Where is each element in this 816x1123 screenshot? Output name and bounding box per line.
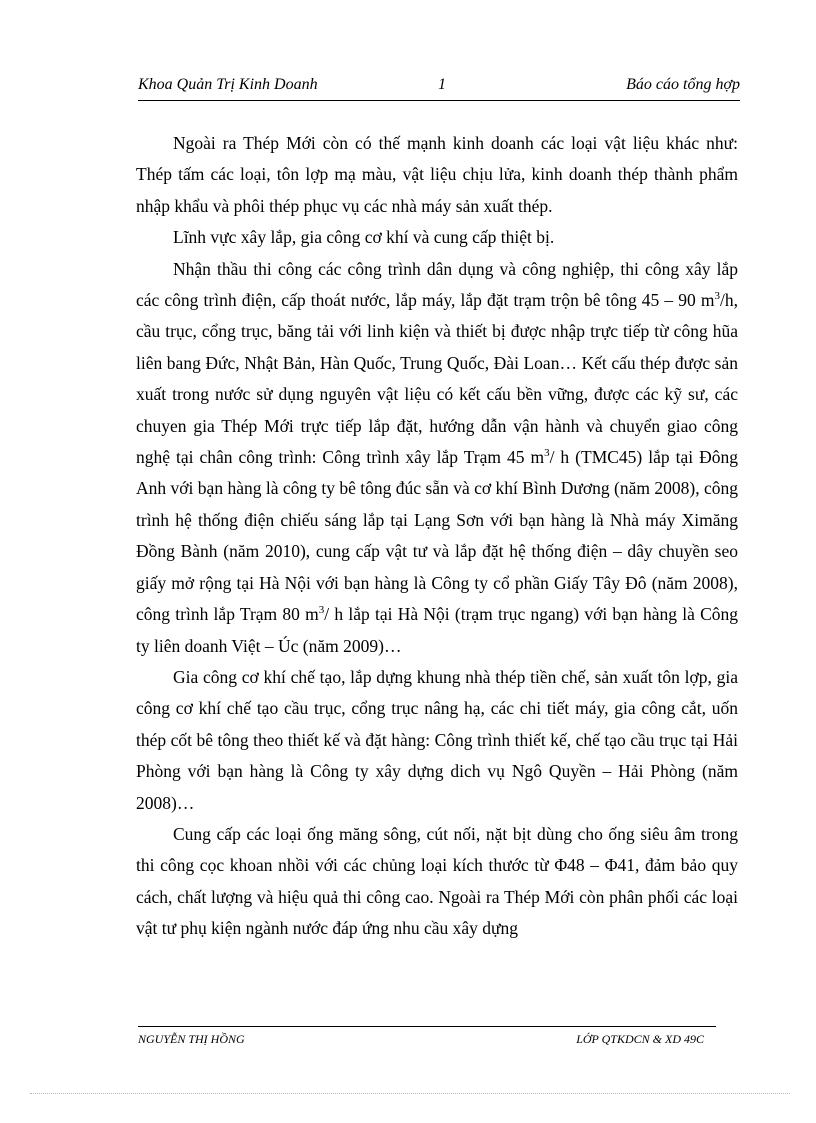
page-header	[138, 74, 740, 101]
paragraph-3-part-c: / h (TMC45) lắp tại Đông Anh với bạn hàng là công ty bê tông đúc sẵn và cơ khí Bình Dương (năm 2008), công trình hệ thống điện chiếu sáng lắp tại Lạng Sơn với bạn hàng là Nhà máy Ximăng Đồng Bành (năm 2010), cung cấp vật tư và lắp đặt hệ thống điện – dây chuyền seo giấy mở rộng tại Hà Nội với bạn hàng là Công ty cổ phần Giấy Tây Đô (năm 2008), công trình lắp Trạm 80 m	[136, 447, 738, 625]
superscript-3: 3	[544, 447, 550, 460]
header-page-number: 1	[438, 76, 446, 93]
paragraph-1: Ngoài ra Thép Mới còn có thế mạnh kinh doanh các loại vật liệu khác như: Thép tấm các loại, tôn lợp mạ màu, vật liệu chịu lửa, kinh doanh thép thành phẩm nhập khẩu và phôi thép phục vụ các nhà máy sản xuất thép.	[136, 133, 738, 216]
paragraph-3	[136, 254, 738, 662]
header-report-title: Báo cáo tổng hợp	[626, 76, 740, 93]
paragraph-5: Cung cấp các loại ống măng sông, cút nối, nặt bịt dùng cho ống siêu âm trong thi công cọc khoan nhồi với các chủng loại kích thước từ Φ48 – Φ41, đảm bảo quy cách, chất lượng và hiệu quả thi công cao. Ngoài ra Thép Mới còn phân phối các loại vật tư phụ kiện ngành nước đáp ứng nhu cầu xây dựng	[136, 823, 738, 939]
paragraph-3-part-d: / h lắp tại Hà Nội (trạm trục ngang) với bạn hàng là Công ty liên doanh Việt – Úc (năm 2009)…	[136, 604, 738, 656]
page-bottom-dotted-line	[30, 1093, 790, 1094]
footer-author: NGUYỄN THỊ HỒNG	[138, 1032, 245, 1046]
page-footer	[138, 1032, 704, 1048]
footer-class: LỚP QTKDCN & XD 49C	[576, 1032, 704, 1046]
paragraph-3-part-a: Nhận thầu thi công các công trình dân dụng và công nghiệp, thi công xây lắp các công trình điện, cấp thoát nước, lắp máy, lắp đặt trạm trộn bê tông 45 – 90 m	[136, 258, 738, 311]
paragraph-3-part-b: /h, cầu trục, cổng trục, băng tải với linh kiện và thiết bị được nhập trực tiếp từ công hũa liên bang Đức, Nhật Bản, Hàn Quốc, Trung Quốc, Đài Loan… Kết cấu thép được sản xuất trong nước sử dụng nguyên vật liệu có kết cấu bền vững, được các kỹ sư, các chuyen gia Thép Mới trực tiếp lắp đặt, hướng dẫn vận hành và chuyển giao công nghệ tại chân công trình: Công trình xây lắp Trạm 45 m	[136, 290, 738, 468]
footer-divider	[138, 1026, 716, 1027]
paragraph-4: Gia công cơ khí chế tạo, lắp dựng khung nhà thép tiền chế, sản xuất tôn lợp, gia công cơ khí chế tạo cầu trục, cổng trục nâng hạ, các chi tiết máy, gia công cắt, uốn thép cốt bê tông theo thiết kế và đặt hàng: Công trình thiết kế, chế tạo cầu trục tại Hải Phòng với bạn hàng là Công ty xây dựng dich vụ Ngô Quyền – Hải Phòng (năm 2008)…	[136, 666, 738, 813]
superscript-3: 3	[714, 290, 720, 303]
superscript-3: 3	[318, 604, 325, 617]
document-body	[136, 128, 738, 945]
paragraph-2: Lĩnh vực xây lắp, gia công cơ khí và cung cấp thiệt bị.	[173, 227, 555, 248]
header-department: Khoa Quản Trị Kinh Doanh	[138, 76, 318, 93]
